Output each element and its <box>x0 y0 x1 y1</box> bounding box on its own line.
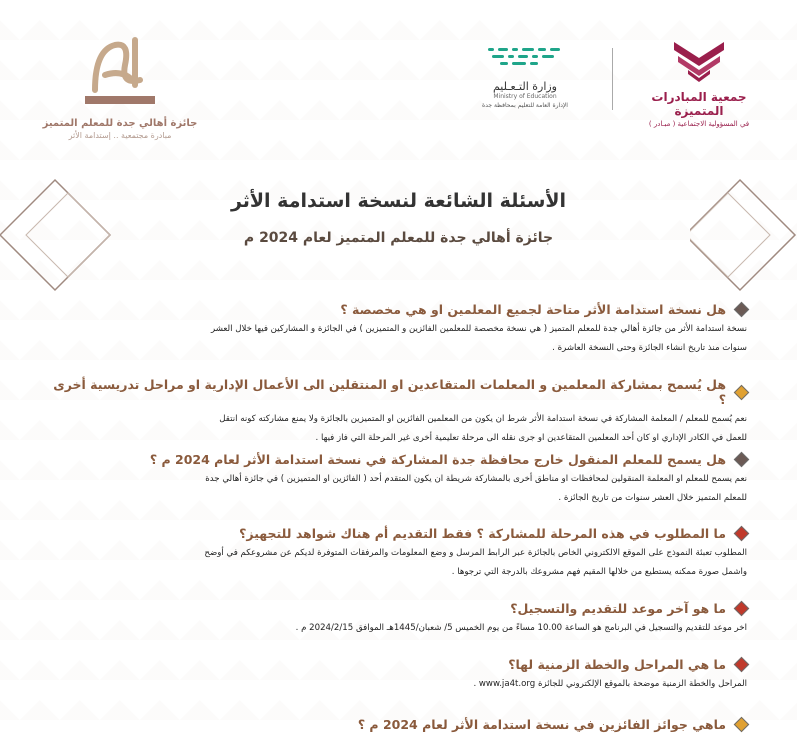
diamond-bullet-icon <box>734 657 750 673</box>
diamond-bullet-icon <box>734 526 750 542</box>
faq-answer-line: المطلوب تعبئة النموذج على الموقع الالكتروني الخاص بالجائزة عبر الرابط المرسل و وضع المعلومات والمرفقات المتوفرة لديكم عن مشروعكم في أوضح <box>204 548 747 558</box>
faq-question: ما المطلوب في هذه المرحلة للمشاركة ؟ فقط التقديم أم هناك شواهد للتجهيز؟ <box>239 526 726 541</box>
mubadir-emblem-icon <box>664 38 734 84</box>
diamond-bullet-icon <box>734 601 750 617</box>
moe-logo <box>455 44 595 109</box>
faq-answer-line: نسخة استدامة الأثر من جائزة أهالي جدة للمعلم المتميز ( هي نسخة مخصصة للمعلمين الفائزين و المتميزين ) في الجائزة و المشاركين فيها خلال العشر <box>210 324 747 334</box>
diamond-bullet-icon <box>734 384 750 400</box>
faq-question: ما هو آخر موعد للتقديم والتسجيل؟ <box>510 601 726 616</box>
moe-name-en: Ministry of Education <box>493 93 557 100</box>
faq-item <box>47 377 747 448</box>
award-name: جائزة أهالي جدة للمعلم المتميز <box>42 118 198 129</box>
mubadir-subtitle: في المسؤولية الاجتماعية ( مبـادر ) <box>648 120 750 128</box>
faq-item <box>47 302 747 358</box>
faq-answer-line: واشمل صورة ممكنه يستطيع من خلالها المقيم فهم مشروعك بالدرجة التي ترجوها . <box>451 567 747 577</box>
diamond-bullet-icon <box>734 717 750 733</box>
faq-question: ما هي المراحل والخطة الزمنية لها؟ <box>508 657 726 672</box>
faq-answer-line: نعم يسمح للمعلم او المعلمة المنقولين لمحافظات او مناطق أخرى بالمشاركة شريطة ان يكون المتقدم أحد ( الفائزين او المتميزين ) في جائزة أهالي جدة <box>205 474 747 484</box>
moe-emblem-icon <box>480 44 570 74</box>
mubadir-name: جمعية المبادرات المتميزة <box>651 90 747 118</box>
faq-item <box>47 657 747 694</box>
award-logo <box>20 30 220 140</box>
faq-item <box>47 717 747 732</box>
faq-answer-line: المراحل والخطة الزمنية موضحة بالموقع الإلكتروني للجائزة www.ja4t.org . <box>473 679 747 689</box>
award-calligraphy-icon <box>75 30 165 110</box>
faq-answer-line: للعمل في الكادر الإداري او كان أحد المعلمين المتقاعدين او جرى نقله الى مرحلة تعليمية أخرى غير المرحلة التي فاز فيها . <box>315 433 747 443</box>
moe-name: وزارة التـعـليم <box>492 80 557 93</box>
faq-item <box>47 526 747 582</box>
page-subtitle: جائزة أهالي جدة للمعلم المتميز لعام 2024 م <box>243 230 554 246</box>
faq-question: هل يسمح للمعلم المنقول خارج محافظة جدة المشاركة في نسخة استدامة الأثر لعام 2024 م ؟ <box>149 452 726 467</box>
award-subtitle: مبادرة مجتمعية .. إستدامة الأثر <box>68 131 172 140</box>
page-title: الأسئلة الشائعة لنسخة استدامة الأثر <box>230 190 567 212</box>
page-header <box>0 0 797 160</box>
faq-question: هل يُسمح بمشاركة المعلمين و المعلمات المتقاعدين او المنتقلين الى الأعمال الإدارية او مراحل تدريسية أخرى ؟ <box>53 377 726 407</box>
faq-answer-line: اخر موعد للتقديم والتسجيل في البرنامج هو الساعة 10.00 مساءً من يوم الخميس 5/ شعبان/1445هـ الموافق 2024/2/15 م . <box>295 623 747 633</box>
faq-item <box>47 601 747 638</box>
faq-item <box>47 452 747 508</box>
faq-answer-line: سنوات منذ تاريخ انشاء الجائزة وحتى النسخة العاشرة . <box>552 343 747 353</box>
faq-question: هل نسخة استدامة الأثر متاحة لجميع المعلمين او هي مخصصة ؟ <box>340 302 726 317</box>
faq-answer-line: نعم يُسمح للمعلم / المعلمة المشاركة في نسخة استدامة الأثر شرط ان يكون من المعلمين الفائزين او المتميزين بالجائزة ولا يمنع مشاركته كونه انتقل <box>219 414 747 424</box>
header-divider <box>612 48 613 110</box>
diamond-bullet-icon <box>734 302 750 318</box>
faq-answer-line: للمعلم المتميز خلال العشر سنوات من تاريخ الجائزة . <box>558 493 747 503</box>
diamond-bullet-icon <box>734 452 750 468</box>
moe-subtitle: الإدارة العامة للتعليم بمحافظة جدة <box>482 102 568 109</box>
faq-question: ماهي جوائز الفائزين في نسخة استدامة الأثر لعام 2024 م ؟ <box>357 717 726 732</box>
mubadir-logo <box>629 38 769 128</box>
